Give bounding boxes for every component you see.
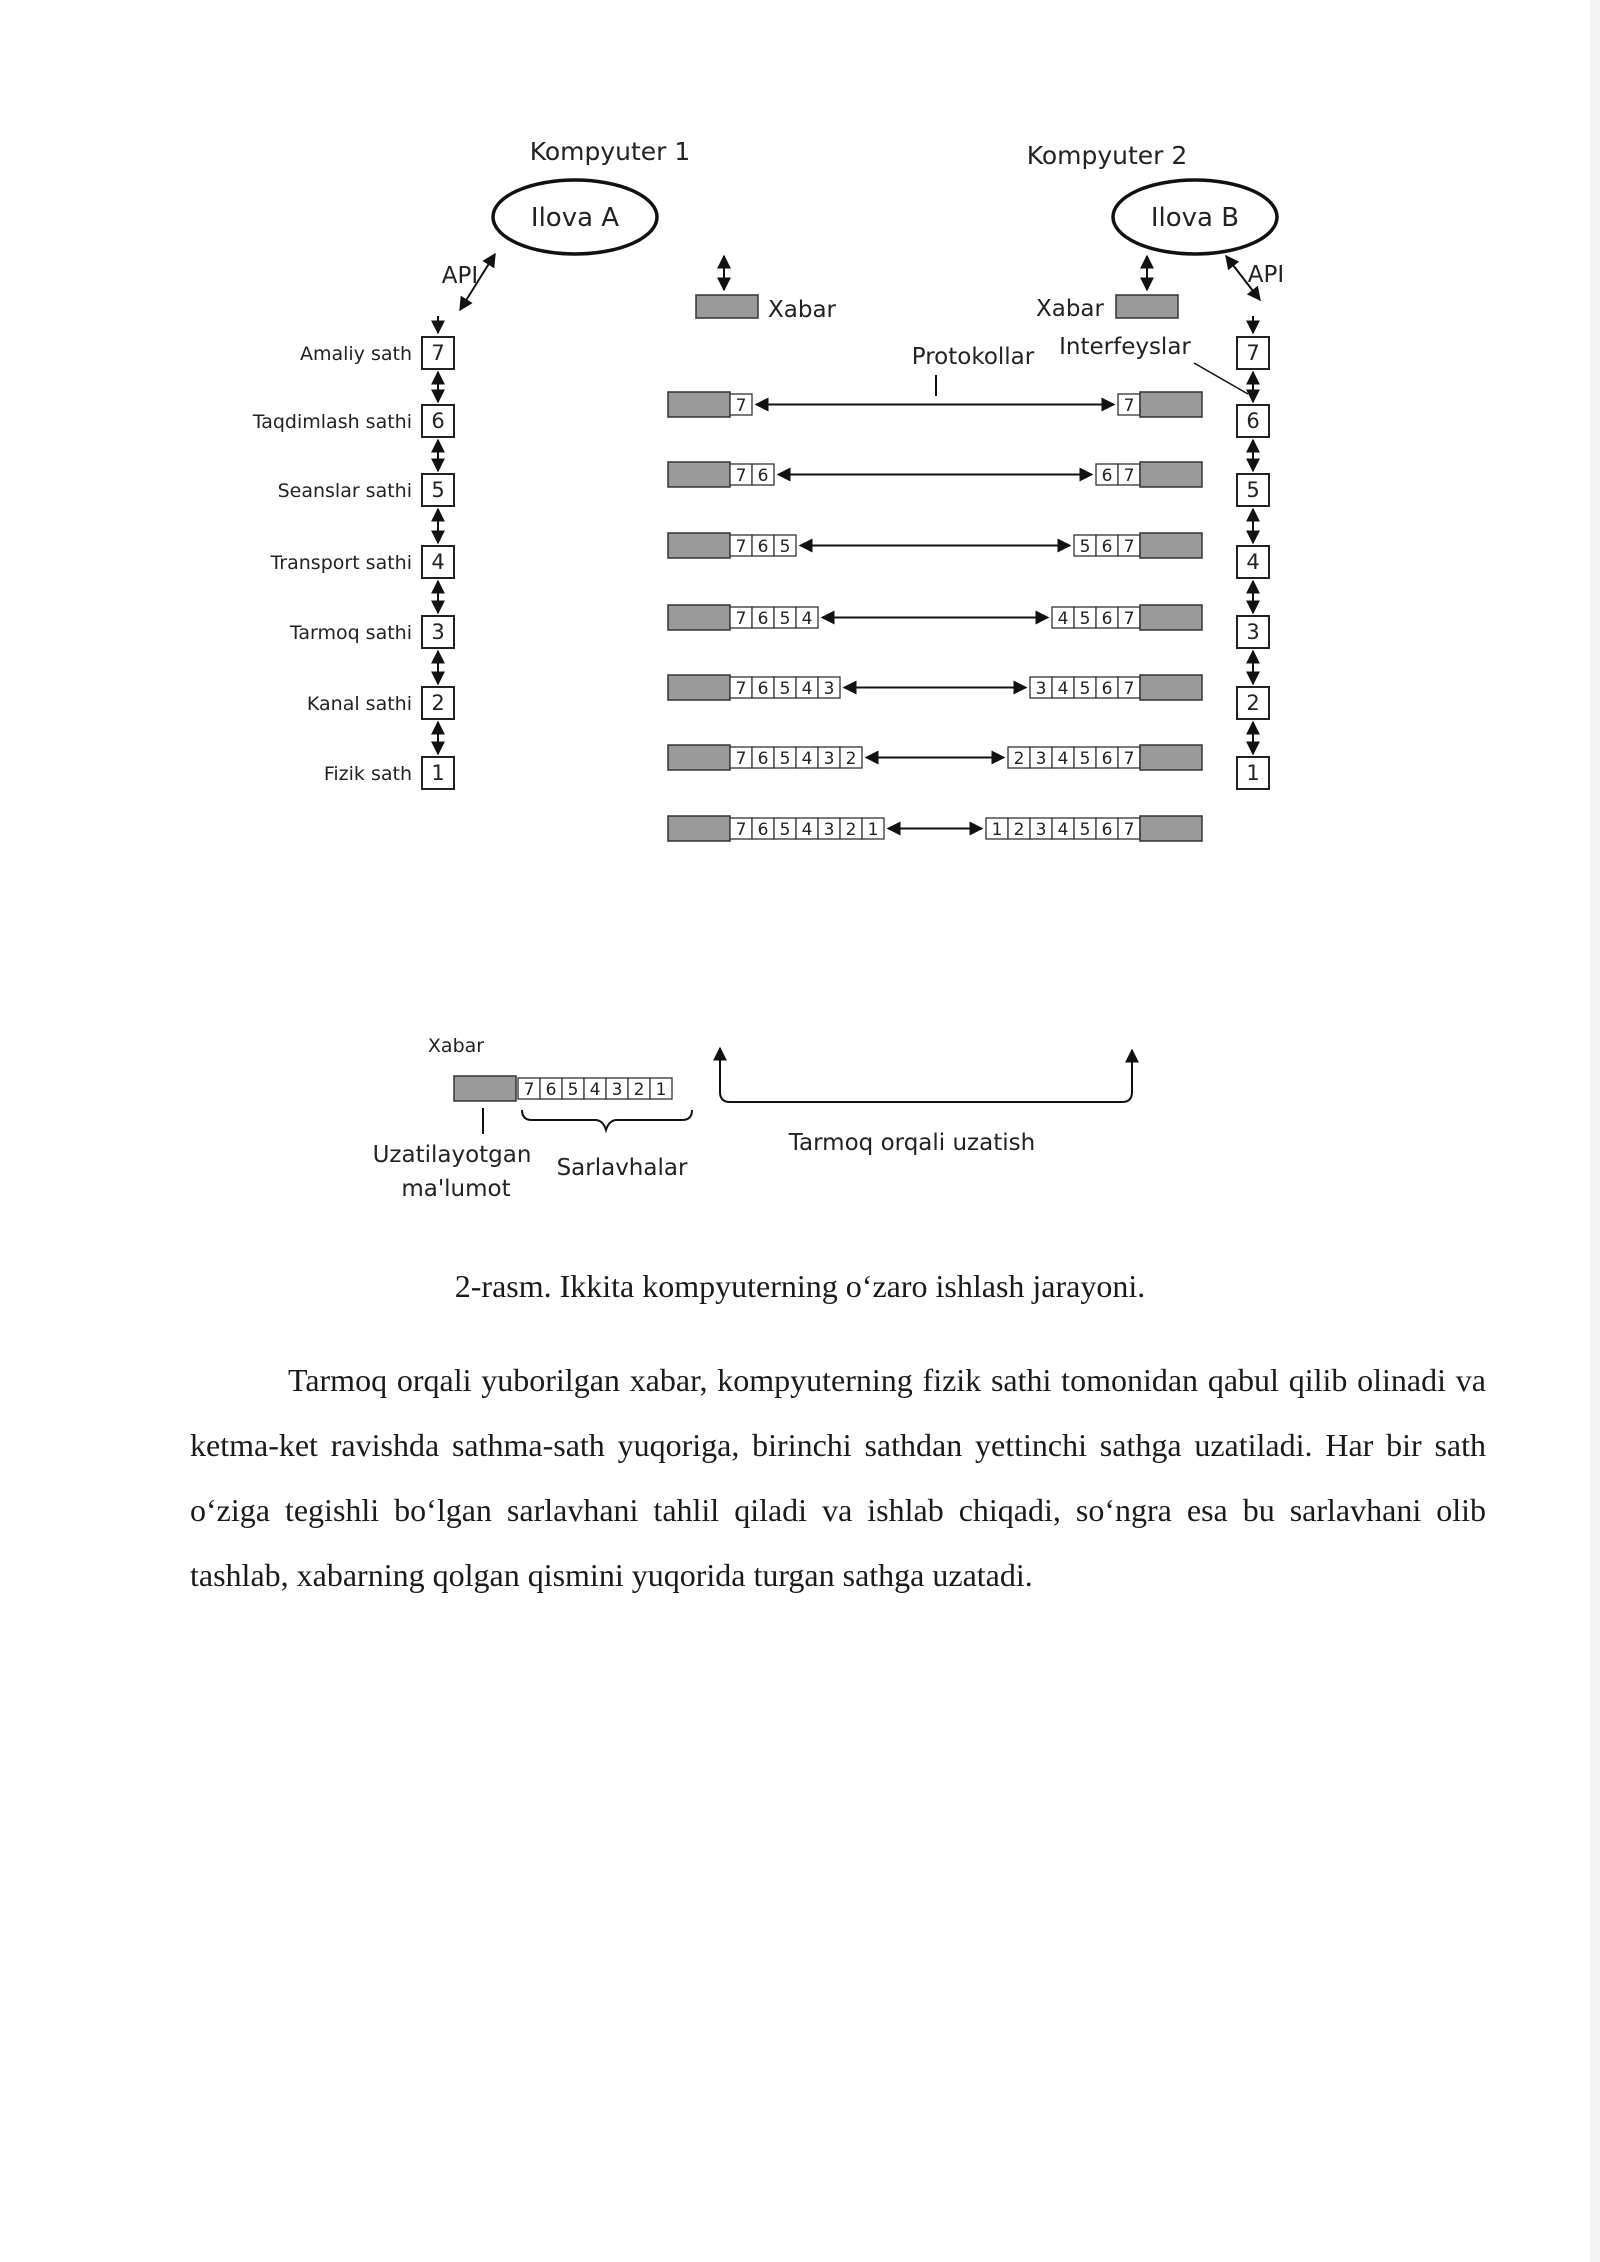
right-header-label: 5 [1079,609,1091,629]
message-left-label: Xabar [768,297,837,323]
left-header-label: 2 [845,749,857,769]
right-header-label: 7 [1123,537,1135,557]
right-header-label: 7 [1123,820,1135,840]
legend-bar [454,1076,672,1101]
right-header-label: 7 [1123,466,1135,486]
osi-diagram [252,120,1320,1220]
right-header-label: 7 [1123,396,1135,416]
legend-data-label-line2: ma'lumot [401,1176,511,1202]
right-header-label: 7 [1123,749,1135,769]
right-layer-number: 1 [1246,761,1260,785]
left-header-label: 3 [823,679,835,699]
interfaces-label: Interfeyslar [1059,334,1191,360]
right-message-bar [1140,816,1202,841]
right-header-label: 6 [1101,537,1113,557]
layer-name-label: Seanslar sathi [277,480,412,502]
left-header-label: 5 [779,679,791,699]
legend-header-label: 2 [633,1080,645,1100]
left-header-label: 7 [735,679,747,699]
body-paragraph: Tarmoq orqali yuborilgan xabar, kompyuterning fizik sathi tomonidan qabul qilib olinadi va ketma-ket ravishda sathma-sath yuqoriga, birinchi sathdan yettinchi sathga uzatiladi. Har bir sath o‘ziga tegishli bo‘lgan sarlavhani tahlil qiladi va ishlab chiqadi, so‘ngra esa bu sarlavhani olib tashlab, xabarning qolgan qismini yuqorida turgan sathga uzatadi. [190,1362,1486,1593]
right-layer-number: 2 [1246,691,1260,715]
computer-1-label: Kompyuter 1 [529,137,691,166]
right-layer-number: 4 [1246,550,1260,574]
left-header-label: 5 [779,537,791,557]
header-rows [668,392,1202,841]
network-transfer-bracket [720,1050,1132,1102]
message-right-label: Xabar [1035,296,1104,322]
left-header-label: 3 [823,749,835,769]
right-message-bar [1140,392,1202,417]
right-header-label: 6 [1101,466,1113,486]
right-header-label: 7 [1123,609,1135,629]
legend-header-label: 7 [523,1080,535,1100]
layer-name-label: Tarmoq sathi [289,622,412,644]
left-header-label: 6 [757,537,769,557]
left-header-label: 1 [867,820,879,840]
left-header-label: 6 [757,679,769,699]
left-layer-number: 6 [431,409,445,433]
left-message-bar [668,392,730,417]
left-header-label: 5 [779,820,791,840]
right-layer-number: 6 [1246,409,1260,433]
legend-header-label: 5 [567,1080,579,1100]
right-header-label: 1 [991,820,1003,840]
legend-header-label: 4 [589,1080,601,1100]
legend-message-label: Xabar [427,1035,485,1057]
layer-name-label: Taqdimlash sathi [252,411,412,433]
right-layer-number: 7 [1246,341,1260,365]
left-header-label: 5 [779,749,791,769]
right-header-label: 6 [1101,609,1113,629]
page-edge [1590,0,1600,2262]
layer-name-label: Amaliy sath [299,343,412,365]
message-right-bar [1116,295,1178,318]
legend-data-label-line1: Uzatilayotgan [372,1142,532,1168]
left-header-label: 5 [779,609,791,629]
right-header-label: 6 [1101,820,1113,840]
right-header-label: 5 [1079,679,1091,699]
left-layer-number: 7 [431,341,445,365]
layer-name-label: Transport sathi [270,552,412,574]
left-header-label: 7 [735,609,747,629]
right-header-label: 7 [1123,679,1135,699]
left-header-label: 6 [757,749,769,769]
left-header-label: 7 [735,466,747,486]
right-header-label: 6 [1101,679,1113,699]
legend-header-label: 6 [545,1080,557,1100]
left-message-bar [668,533,730,558]
left-header-label: 6 [757,820,769,840]
api-right-label: API [1247,262,1285,288]
left-message-bar [668,605,730,630]
protocols-label: Protokollar [911,344,1035,370]
left-header-label: 4 [801,679,813,699]
left-layer-number: 2 [431,691,445,715]
left-message-bar [668,462,730,487]
left-header-label: 6 [757,609,769,629]
left-layer-number: 1 [431,761,445,785]
right-header-label: 3 [1035,820,1047,840]
layer-name-label: Kanal sathi [306,693,412,715]
left-header-label: 4 [801,609,813,629]
headers-brace [522,1110,692,1130]
left-header-label: 3 [823,820,835,840]
right-layer-number: 5 [1246,478,1260,502]
layers-right [1237,316,1269,789]
message-left-bar [696,295,758,318]
left-header-label: 7 [735,820,747,840]
right-header-label: 4 [1057,609,1069,629]
legend-header-label: 1 [655,1080,667,1100]
api-left-label: API [441,263,479,289]
right-header-label: 5 [1079,749,1091,769]
left-header-label: 7 [735,396,747,416]
right-message-bar [1140,462,1202,487]
left-header-label: 6 [757,466,769,486]
left-header-label: 2 [845,820,857,840]
legend-headers-label: Sarlavhalar [556,1155,688,1181]
left-header-label: 4 [801,749,813,769]
right-header-label: 3 [1035,749,1047,769]
left-message-bar [668,675,730,700]
right-message-bar [1140,605,1202,630]
right-header-label: 2 [1013,749,1025,769]
right-message-bar [1140,533,1202,558]
right-header-label: 2 [1013,820,1025,840]
left-header-label: 7 [735,537,747,557]
right-header-label: 4 [1057,820,1069,840]
right-header-label: 4 [1057,749,1069,769]
right-header-label: 6 [1101,749,1113,769]
app-a-label: Ilova A [530,203,620,233]
right-message-bar [1140,745,1202,770]
network-transfer-label: Tarmoq orqali uzatish [788,1130,1036,1156]
right-header-label: 5 [1079,820,1091,840]
legend-header-label: 3 [611,1080,623,1100]
right-message-bar [1140,675,1202,700]
left-layer-number: 5 [431,478,445,502]
right-header-label: 4 [1057,679,1069,699]
layer-name-label: Fizik sath [323,763,412,785]
right-header-label: 5 [1079,537,1091,557]
app-b-label: Ilova B [1150,203,1240,233]
left-message-bar [668,816,730,841]
layers-left [252,316,454,789]
left-header-label: 7 [735,749,747,769]
computer-2-label: Kompyuter 2 [1026,141,1188,170]
right-layer-number: 3 [1246,620,1260,644]
left-message-bar [668,745,730,770]
figure-caption: 2-rasm. Ikkita kompyuterning o‘zaro ishlash jarayoni. [454,1268,1146,1304]
legend-message-bar [454,1076,516,1101]
left-layer-number: 4 [431,550,445,574]
right-header-label: 3 [1035,679,1047,699]
left-layer-number: 3 [431,620,445,644]
left-header-label: 4 [801,820,813,840]
